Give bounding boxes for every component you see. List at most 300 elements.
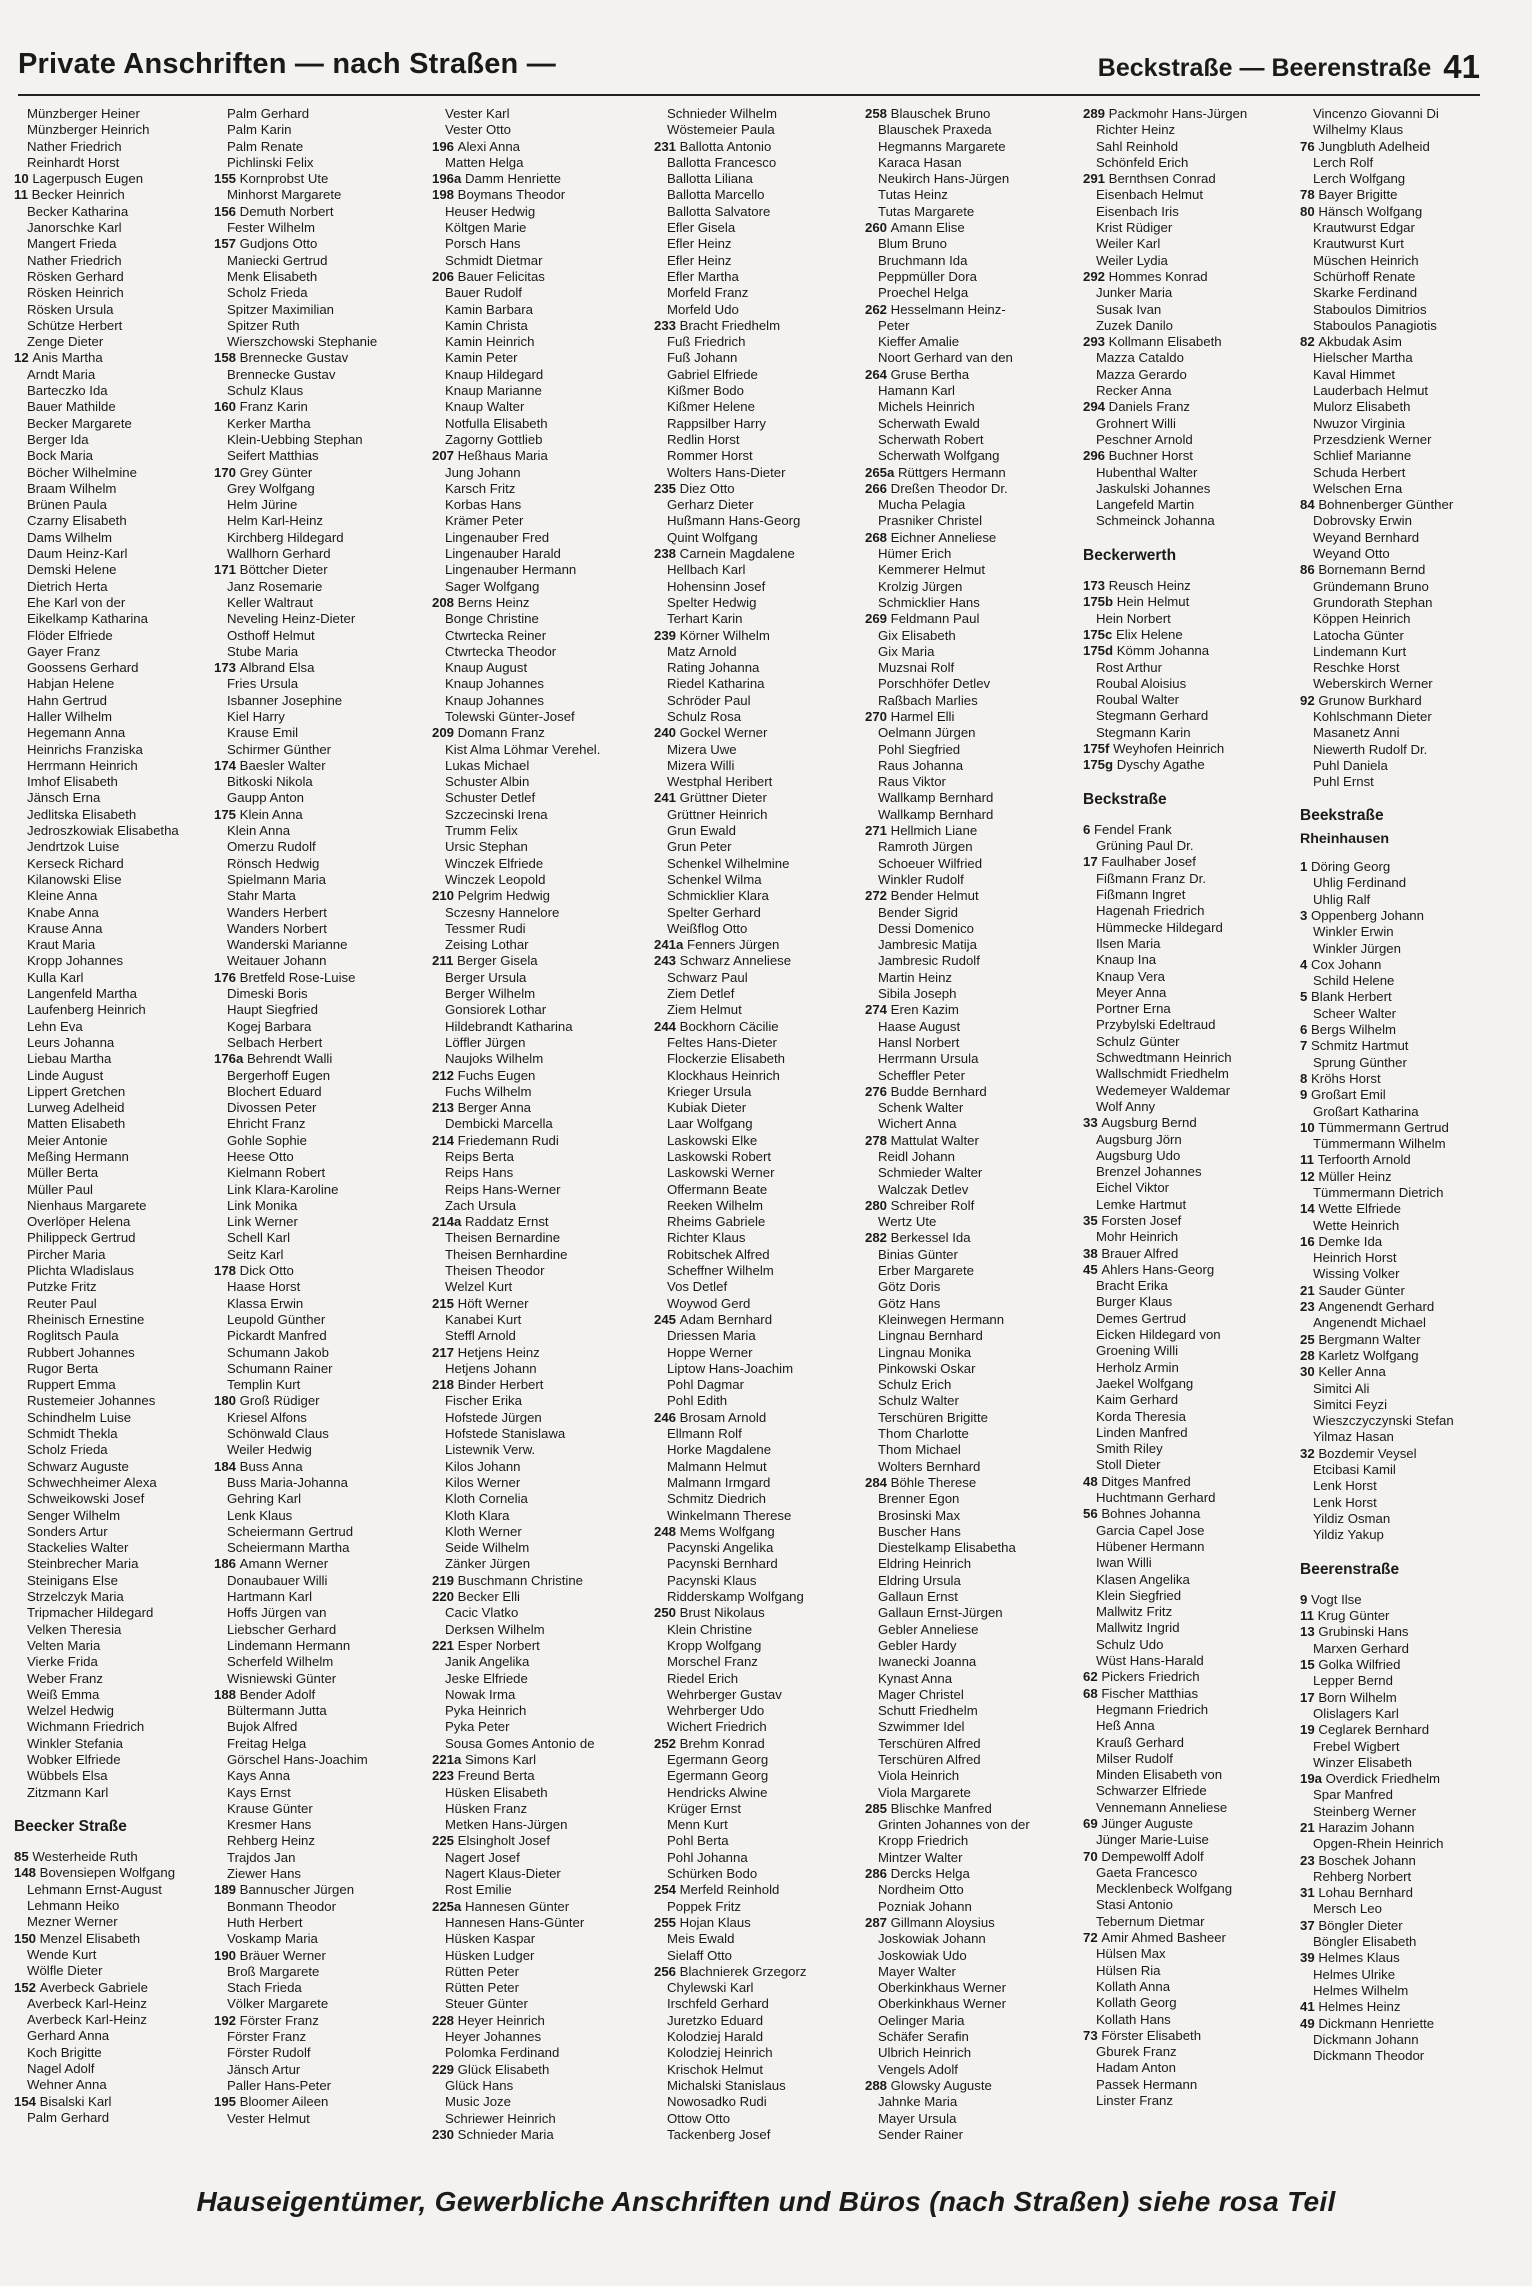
resident-entry: Brünen Paula [27, 497, 107, 513]
resident-entry: Haase Horst [227, 1279, 301, 1295]
resident-entry: Garcia Capel Jose [1096, 1522, 1205, 1538]
resident-entry: Scholz Frieda [227, 285, 308, 301]
spacer [1083, 774, 1289, 782]
resident-entry: Sprung Günther [1313, 1054, 1407, 1070]
resident-entry: Kropp Friedrich [878, 1833, 969, 1849]
column-6 [1083, 106, 1289, 2158]
resident-entry: Heese Otto [227, 1149, 294, 1164]
resident-entry: Ctwrtecka Reiner [445, 627, 547, 643]
resident-entry: Proechel Helga [878, 285, 969, 301]
street-heading: Beckerwerth [1083, 547, 1177, 564]
resident-entry: Neveling Heinz-Dieter [227, 611, 356, 627]
resident-entry: Oelmann Jürgen [878, 725, 976, 741]
resident-entry: Reips Berta [445, 1149, 514, 1164]
resident-entry: Hoppe Werner [667, 1344, 753, 1360]
house-entry: 173 Albrand Elsa [214, 660, 315, 676]
resident-entry: Gburek Franz [1096, 2044, 1177, 2060]
resident-entry: Mayer Ursula [878, 2110, 957, 2126]
resident-entry: Binias Günter [878, 1246, 958, 1262]
resident-entry: Tümmermann Wilhelm [1313, 1136, 1446, 1152]
house-entry: 198 Boymans Theodor [432, 187, 566, 203]
resident-entry: Ballotta Salvatore [667, 203, 771, 219]
resident-entry: Flöder Elfriede [27, 627, 113, 643]
house-entry: 228 Heyer Heinrich [432, 2012, 545, 2028]
resident-entry: Steinbrecher Maria [27, 1556, 139, 1572]
resident-entry: Gebler Hardy [878, 1637, 957, 1653]
house-entry: 289 Packmohr Hans-Jürgen [1083, 106, 1248, 121]
resident-entry: Weitauer Johann [227, 953, 327, 969]
resident-entry: Kolodziej Harald [667, 2029, 764, 2045]
resident-entry: Winkler Stefania [27, 1735, 124, 1751]
resident-entry: Wichmann Friedrich [27, 1719, 145, 1735]
resident-entry: Hüsken Elisabeth [445, 1784, 548, 1800]
street-heading: Beerenstraße [1300, 1561, 1400, 1578]
resident-entry: Matten Helga [445, 154, 524, 170]
resident-entry: Lukas Michael [445, 757, 530, 773]
resident-entry: Schulz Günter [1096, 1033, 1180, 1049]
resident-entry: Knaup Walter [445, 399, 525, 415]
resident-entry: Wölfle Dieter [27, 1963, 103, 1979]
resident-entry: Wilhelmy Klaus [1313, 122, 1404, 138]
resident-entry: Link Werner [227, 1214, 298, 1230]
resident-entry: Vester Otto [445, 122, 511, 138]
resident-entry: Hußmann Hans-Georg [667, 513, 801, 529]
house-entry: 13 Grubinski Hans [1300, 1624, 1409, 1640]
resident-entry: Becker Katharina [27, 203, 129, 219]
house-entry: 221 Esper Norbert [432, 1637, 540, 1653]
resident-entry: Kamin Peter [445, 350, 518, 366]
resident-entry: Chylewski Karl [667, 1980, 754, 1996]
resident-entry: Krauß Gerhard [1096, 1734, 1184, 1750]
resident-entry: Dembicki Marcella [445, 1116, 553, 1132]
house-entry: 25 Bergmann Walter [1300, 1331, 1421, 1347]
resident-entry: Scherwath Robert [878, 431, 984, 447]
resident-entry: Kißmer Bodo [667, 383, 744, 399]
resident-entry: Hüsken Ludger [445, 1947, 535, 1963]
resident-entry: Lingenauber Hermann [445, 562, 577, 578]
resident-entry: Kaval Himmet [1313, 366, 1396, 382]
resident-entry: Jung Johann [445, 464, 521, 480]
resident-entry: Dickmann Theodor [1313, 2048, 1425, 2064]
resident-entry: Bracht Erika [1096, 1278, 1168, 1294]
house-entry: 219 Buschmann Christine [432, 1572, 584, 1588]
resident-entry: Schenk Walter [878, 1100, 964, 1116]
resident-entry: Huth Herbert [227, 1914, 303, 1930]
resident-entry: Feltes Hans-Dieter [667, 1034, 777, 1050]
resident-entry: Malmann Helmut [667, 1458, 767, 1474]
resident-entry: Pyka Heinrich [445, 1703, 527, 1719]
resident-entry: Ehe Karl von der [27, 594, 126, 610]
resident-entry: Spelter Gerhard [667, 904, 761, 920]
house-entry: 284 Böhle Therese [865, 1474, 977, 1490]
resident-entry: Blum Bruno [878, 236, 947, 252]
resident-entry: Mayer Walter [878, 1963, 956, 1979]
resident-entry: Offermann Beate [667, 1181, 768, 1197]
house-entry: 148 Bovensiepen Wolfgang [14, 1865, 176, 1881]
resident-entry: Gerharz Dieter [667, 497, 754, 513]
house-entry: 158 Brennecke Gustav [214, 350, 349, 366]
resident-entry: Blochert Eduard [227, 1083, 322, 1099]
resident-entry: Kresmer Hans [227, 1817, 312, 1833]
resident-entry: Liptow Hans-Joachim [667, 1360, 794, 1376]
resident-entry: Münzberger Heinrich [27, 122, 150, 138]
resident-entry: Ellmann Rolf [667, 1426, 742, 1442]
resident-entry: Iwanecki Joanna [878, 1654, 977, 1670]
resident-entry: Pohl Johanna [667, 1849, 748, 1865]
resident-entry: Templin Kurt [227, 1377, 301, 1393]
resident-entry: Liebau Martha [27, 1051, 112, 1067]
resident-entry: Schäfer Serafin [878, 2029, 969, 2045]
resident-entry: Kiel Harry [227, 708, 285, 724]
resident-entry: Egermann Georg [667, 1768, 769, 1784]
resident-entry: Dimeski Boris [227, 986, 308, 1002]
resident-entry: Morfeld Udo [667, 301, 739, 317]
resident-entry: Schmicklier Hans [878, 594, 980, 610]
house-entry: 23 Angenendt Gerhard [1300, 1299, 1435, 1315]
resident-entry: Efler Martha [667, 268, 739, 284]
resident-entry: Brennecke Gustav [227, 366, 336, 382]
resident-entry: Raus Johanna [878, 757, 964, 773]
resident-entry: Krist Rüdiger [1096, 220, 1173, 236]
resident-entry: Dessi Domenico [878, 920, 975, 936]
house-entry: 268 Eichner Anneliese [865, 529, 997, 545]
resident-entry: Herholz Armin [1096, 1359, 1179, 1375]
house-entry: 223 Freund Berta [432, 1768, 535, 1784]
resident-entry: Müschen Heinrich [1313, 252, 1419, 268]
resident-entry: Schwarz Paul [667, 969, 748, 985]
resident-entry: Zeising Lothar [445, 937, 529, 953]
resident-entry: Steinberg Werner [1313, 1803, 1417, 1819]
house-entry: 157 Gudjons Otto [214, 236, 318, 252]
resident-entry: Steuer Günter [445, 1996, 528, 2012]
house-entry: 6 Fendel Frank [1083, 821, 1172, 837]
house-entry: 154 Bisalski Karl [14, 2093, 112, 2109]
resident-entry: Dams Wilhelm [27, 529, 112, 545]
resident-entry: Hetjens Johann [445, 1360, 537, 1376]
resident-entry: Martin Heinz [878, 969, 953, 985]
resident-entry: Schmidt Dietmar [445, 252, 543, 268]
resident-entry: Koch Brigitte [27, 2044, 102, 2060]
resident-entry: Fries Ursula [227, 676, 299, 692]
resident-entry: Klein Anna [227, 823, 291, 839]
resident-entry: Irschfeld Gerhard [667, 1996, 769, 2012]
resident-entry: Weiler Karl [1096, 236, 1161, 252]
resident-entry: Hahn Gertrud [27, 692, 107, 708]
resident-entry: Jedlitska Elisabeth [27, 806, 137, 822]
resident-entry: Richter Klaus [667, 1230, 746, 1246]
house-entry: 217 Hetjens Heinz [432, 1344, 540, 1360]
resident-entry: Rösken Ursula [27, 301, 114, 317]
house-entry: 4 Cox Johann [1300, 956, 1382, 972]
resident-entry: Knaup August [445, 660, 528, 676]
resident-entry: Stoll Dieter [1096, 1457, 1161, 1473]
resident-entry: Kolodziej Heinrich [667, 2045, 773, 2061]
resident-entry: Bauer Rudolf [445, 285, 522, 301]
resident-entry: Kist Alma Löhmar Verehel. [445, 741, 601, 757]
resident-entry: Wehrberger Udo [667, 1703, 765, 1719]
resident-entry: Gaupp Anton [227, 790, 304, 806]
resident-entry: Lenk Horst [1313, 1478, 1377, 1494]
resident-entry: Fuß Friedrich [667, 334, 746, 350]
house-entry: 229 Glück Elisabeth [432, 2061, 550, 2077]
resident-entry: Quint Wolfgang [667, 529, 758, 545]
resident-entry: Demes Gertrud [1096, 1310, 1187, 1326]
resident-entry: Wobker Elfriede [27, 1751, 121, 1767]
resident-entry: Burger Klaus [1096, 1294, 1173, 1310]
resident-entry: Link Monika [227, 1197, 298, 1213]
house-entry: 69 Jünger Auguste [1083, 1815, 1193, 1831]
resident-entry: Nagert Klaus-Dieter [445, 1866, 561, 1882]
resident-entry: Wallschmidt Friedhelm [1096, 1066, 1229, 1082]
resident-entry: Theisen Bernhardine [445, 1246, 568, 1262]
resident-entry: Köppen Heinrich [1313, 611, 1411, 627]
resident-entry: Huchtmann Gerhard [1096, 1490, 1216, 1506]
resident-entry: Mersch Leo [1313, 1901, 1382, 1917]
resident-entry: Förster Franz [227, 2029, 307, 2045]
resident-entry: Mizera Uwe [667, 741, 737, 757]
resident-entry: Wanderski Marianne [227, 937, 348, 953]
resident-entry: Lenk Horst [1313, 1494, 1377, 1510]
house-entry: 12 Müller Heinz [1300, 1168, 1392, 1184]
resident-entry: Rönsch Hedwig [227, 855, 320, 871]
resident-entry: Porschhöfer Detlev [878, 676, 991, 692]
resident-entry: Eldring Heinrich [878, 1556, 972, 1572]
house-entry: 45 Ahlers Hans-Georg [1083, 1261, 1215, 1277]
resident-entry: Strzelczyk Maria [27, 1589, 124, 1605]
resident-entry: Yildiz Osman [1313, 1510, 1391, 1526]
resident-entry: Oelinger Maria [878, 2012, 965, 2028]
resident-entry: Stahr Marta [227, 888, 296, 904]
resident-entry: Hubenthal Walter [1096, 464, 1198, 480]
spacer [1300, 790, 1492, 798]
house-entry: 41 Helmes Heinz [1300, 1999, 1401, 2015]
resident-entry: Pickardt Manfred [227, 1328, 327, 1344]
resident-entry: Rustemeier Johannes [27, 1393, 156, 1409]
house-entry: 80 Hänsch Wolfgang [1300, 203, 1423, 219]
resident-entry: Barteczko Ida [27, 383, 108, 399]
resident-entry: Redlin Horst [667, 431, 740, 447]
resident-entry: Krautwurst Edgar [1313, 220, 1415, 236]
resident-entry: Muzsnai Rolf [878, 660, 955, 676]
resident-entry: Lemke Hartmut [1096, 1196, 1187, 1212]
resident-entry: Pohl Edith [667, 1393, 728, 1409]
resident-entry: Schulz Udo [1096, 1636, 1164, 1652]
resident-entry: Lindemann Kurt [1313, 643, 1407, 659]
resident-entry: Isbanner Josephine [227, 692, 343, 708]
resident-entry: Krause Günter [227, 1800, 313, 1816]
resident-entry: Jedroszkowiak Elisabetha [27, 823, 179, 839]
house-entry: 239 Körner Wilhelm [654, 627, 770, 643]
spacer [1300, 1584, 1492, 1592]
resident-entry: Hagenah Friedrich [1096, 903, 1205, 919]
resident-entry: Braam Wilhelm [27, 480, 117, 496]
resident-entry: Scholz Frieda [27, 1442, 108, 1458]
resident-entry: Opgen-Rhein Heinrich [1313, 1836, 1444, 1852]
resident-entry: Hülsen Max [1096, 1946, 1166, 1962]
street-range [1098, 48, 1480, 86]
resident-entry: Seitz Karl [227, 1246, 284, 1262]
resident-entry: Hegemann Anna [27, 725, 126, 741]
resident-entry: Welzel Hedwig [27, 1703, 114, 1719]
resident-entry: Laar Wolfgang [667, 1116, 753, 1132]
resident-entry: Kamin Heinrich [445, 334, 535, 350]
resident-entry: Hübener Hermann [1096, 1538, 1205, 1554]
section-title: Private Anschriften — nach Straßen — [18, 48, 556, 80]
resident-entry: Haase August [878, 1018, 961, 1034]
resident-entry: Matz Arnold [667, 643, 737, 659]
resident-entry: Scheiermann Gertrud [227, 1523, 354, 1539]
resident-entry: Linster Franz [1096, 2093, 1173, 2109]
resident-entry: Rehberg Norbert [1313, 1868, 1412, 1884]
resident-entry: Glück Hans [445, 2077, 514, 2093]
resident-entry: Rost Arthur [1096, 659, 1162, 675]
resident-entry: Schirmer Günther [227, 741, 332, 757]
resident-entry: Viola Heinrich [878, 1768, 960, 1784]
resident-entry: Wehrberger Gustav [667, 1686, 782, 1702]
house-entry: 176a Behrendt Walli [214, 1051, 333, 1067]
house-entry: 175d Kömm Johanna [1083, 643, 1210, 659]
resident-entry: Niewerth Rudolf Dr. [1313, 741, 1428, 757]
resident-entry: Scheffler Peter [878, 1067, 965, 1083]
resident-entry: Peppmüller Dora [878, 268, 977, 284]
resident-entry: Müller Paul [27, 1181, 93, 1197]
house-entry: 33 Augsburg Bernd [1083, 1115, 1197, 1131]
resident-entry: Velten Maria [27, 1637, 101, 1653]
resident-entry: Lehmann Heiko [27, 1898, 120, 1914]
house-entry: 32 Bozdemir Veysel [1300, 1445, 1417, 1461]
resident-entry: Hümer Erich [878, 546, 952, 562]
house-entry: 282 Berkessel Ida [865, 1230, 971, 1246]
house-entry: 10 Tümmermann Gertrud [1300, 1119, 1449, 1135]
house-entry: 269 Feldmann Paul [865, 611, 980, 627]
resident-entry: Scherwath Ewald [878, 415, 980, 431]
house-entry: 82 Akbudak Asim [1300, 334, 1402, 350]
resident-entry: Milser Rudolf [1096, 1750, 1173, 1766]
resident-entry: Ulbrich Heinrich [878, 2045, 972, 2061]
resident-entry: Pohl Siegfried [878, 741, 961, 757]
resident-entry: Kynast Anna [878, 1670, 953, 1686]
house-entry: 238 Carnein Magdalene [654, 546, 795, 562]
house-entry: 258 Blauschek Bruno [865, 106, 991, 121]
resident-entry: Kleine Anna [27, 888, 98, 904]
resident-entry: Bonmann Theodor [227, 1898, 336, 1914]
resident-entry: Eldring Ursula [878, 1572, 961, 1588]
resident-entry: Notfulla Elisabeth [445, 415, 548, 431]
resident-entry: Ballotta Marcello [667, 187, 765, 203]
resident-entry: Götz Hans [878, 1295, 941, 1311]
house-entry: 296 Buchner Horst [1083, 448, 1193, 464]
resident-entry: Porsch Hans [445, 236, 521, 252]
resident-entry: Olislagers Karl [1313, 1705, 1399, 1721]
spacer [14, 1841, 220, 1849]
resident-entry: Erber Margarete [878, 1263, 975, 1279]
resident-entry: Pozniak Johann [878, 1898, 972, 1914]
resident-entry: Tebernum Dietmar [1096, 1913, 1205, 1929]
resident-entry: Ziem Detlef [667, 986, 735, 1002]
resident-entry: Knaup Johannes [445, 692, 544, 708]
resident-entry: Palm Renate [227, 138, 304, 154]
resident-entry: Reeken Wilhelm [667, 1197, 764, 1213]
resident-entry: Helm Jürine [227, 497, 298, 513]
resident-entry: Winkler Jürgen [1313, 940, 1401, 956]
resident-entry: Skarke Ferdinand [1313, 285, 1418, 301]
resident-entry: Yildiz Yakup [1313, 1527, 1384, 1543]
directory-columns [14, 106, 1492, 2158]
resident-entry: Oberkinkhaus Werner [878, 1980, 1007, 1996]
resident-entry: Pinkowski Oskar [878, 1360, 976, 1376]
resident-entry: Knaup Hildegard [445, 366, 544, 382]
resident-entry: Derksen Wilhelm [445, 1621, 545, 1637]
resident-entry: Efler Gisela [667, 220, 736, 236]
resident-entry: Winkelmann Therese [667, 1507, 792, 1523]
resident-entry: Hadam Anton [1096, 2060, 1176, 2076]
house-entry: 195 Bloomer Aileen [214, 2094, 329, 2110]
resident-entry: Pohl Berta [667, 1833, 729, 1849]
resident-entry: Schlief Marianne [1313, 448, 1412, 464]
resident-entry: Trajdos Jan [227, 1849, 296, 1865]
resident-entry: Rütten Peter [445, 1963, 520, 1979]
house-entry: 285 Blischke Manfred [865, 1800, 992, 1816]
resident-entry: Weiler Lydia [1096, 252, 1168, 268]
resident-entry: Ilsen Maria [1096, 935, 1161, 951]
resident-entry: Mazza Cataldo [1096, 350, 1184, 366]
resident-entry: Schmieder Walter [878, 1165, 983, 1181]
resident-entry: Schuster Detlef [445, 790, 536, 806]
resident-entry: Schindhelm Luise [27, 1409, 132, 1425]
house-entry: 288 Glowsky Auguste [865, 2077, 992, 2093]
resident-entry: Efler Heinz [667, 252, 732, 268]
resident-entry: Pacynski Bernhard [667, 1556, 778, 1572]
resident-entry: Gabriel Elfriede [667, 366, 758, 382]
house-entry: 186 Amann Werner [214, 1556, 329, 1572]
house-entry: 17 Faulhaber Josef [1083, 854, 1196, 870]
page-header [18, 40, 1480, 88]
resident-entry: Flockerzie Elisabeth [667, 1051, 786, 1067]
resident-entry: Voskamp Maria [227, 1931, 318, 1947]
house-entry: 243 Schwarz Anneliese [654, 953, 792, 969]
resident-entry: Pacynski Angelika [667, 1540, 774, 1556]
resident-entry: Joskowiak Udo [878, 1947, 967, 1963]
house-entry: 213 Berger Anna [432, 1100, 531, 1116]
resident-entry: Linde August [27, 1067, 104, 1083]
house-entry: 84 Bohnenberger Günther [1300, 497, 1454, 513]
street-heading: Beecker Straße [14, 1818, 127, 1835]
resident-entry: Hartmann Karl [227, 1589, 313, 1605]
resident-entry: Augsburg Udo [1096, 1147, 1181, 1163]
resident-entry: Krischok Helmut [667, 2061, 764, 2077]
resident-entry: Schulz Erich [878, 1377, 952, 1393]
resident-entry: Gallaun Ernst [878, 1589, 958, 1605]
resident-entry: Jambresic Matija [878, 937, 977, 953]
house-entry: 1 Döring Georg [1300, 859, 1391, 875]
resident-entry: Grun Ewald [667, 823, 736, 839]
resident-entry: Hegmann Friedrich [1096, 1701, 1209, 1717]
resident-entry: Morschel Franz [667, 1654, 758, 1670]
house-entry: 17 Born Wilhelm [1300, 1689, 1397, 1705]
house-entry: 56 Bohnes Johanna [1083, 1506, 1201, 1522]
house-entry: 175g Dyschy Agathe [1083, 757, 1205, 773]
resident-entry: Passek Hermann [1096, 2076, 1198, 2092]
resident-entry: Schuda Herbert [1313, 464, 1406, 480]
house-entry: 175c Elix Helene [1083, 626, 1183, 642]
resident-entry: Lingnau Bernhard [878, 1328, 983, 1344]
resident-entry: Jänsch Erna [27, 790, 101, 806]
resident-entry: Habjan Helene [27, 676, 115, 692]
resident-entry: Dietrich Herta [27, 578, 108, 594]
resident-entry: Meyer Anna [1096, 984, 1167, 1000]
house-entry: 11 Krug Günter [1300, 1608, 1390, 1624]
resident-entry: Puhl Daniela [1313, 757, 1388, 773]
